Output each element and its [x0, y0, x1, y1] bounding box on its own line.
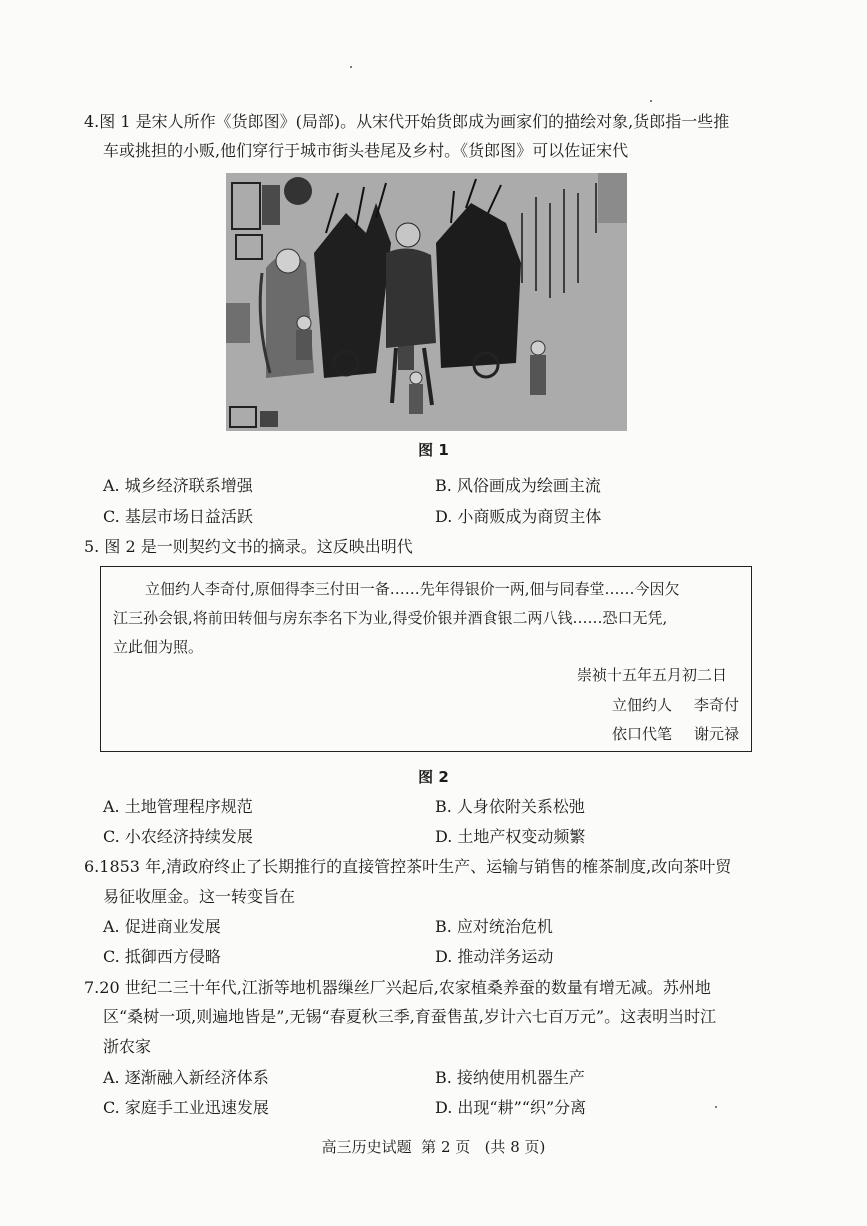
- contract-box: [100, 566, 752, 752]
- q7-option-c: C. 家庭手工业迅速发展: [103, 1098, 269, 1117]
- q7-stem-line3: 浙农家: [103, 1037, 152, 1056]
- contract-line2: 江三孙会银,将前田转佃与房东李名下为业,得受价银并酒食银二两八钱……恐口无凭,: [113, 609, 668, 627]
- q7-option-b: B. 接纳使用机器生产: [435, 1068, 585, 1087]
- q4-option-a: A. 城乡经济联系增强: [103, 476, 253, 495]
- figure1-caption: 图 1: [418, 441, 449, 459]
- q4-option-c: C. 基层市场日益活跃: [103, 507, 253, 526]
- q7-option-d: D. 出现“耕”“织”分离: [435, 1098, 587, 1117]
- q6-stem-line1: 6.1853 年,清政府终止了长期推行的直接管控茶叶生产、运输与销售的榷茶制度,改向茶叶贸: [84, 857, 732, 876]
- footer-subject: 高三历史试题: [321, 1138, 412, 1156]
- q4-stem-line2: 车或挑担的小贩,他们穿行于城市街头巷尾及乡村。《货郎图》可以佐证宋代: [103, 141, 629, 160]
- figure2-caption: 图 2: [418, 768, 449, 786]
- contract-sign2-name: 谢元禄: [694, 725, 740, 743]
- q6-option-a: A. 促进商业发展: [103, 917, 221, 936]
- contract-sign2-label: 依口代笔: [612, 725, 673, 743]
- q4-option-b: B. 风俗画成为绘画主流: [435, 476, 601, 495]
- page-footer: [0, 1136, 867, 1157]
- footer-total: (共 8 页): [484, 1138, 546, 1156]
- contract-line1: 立佃约人李奇付,原佃得李三付田一备……先年得银价一两,佃与同春堂……今因欠: [145, 580, 680, 598]
- q6-option-b: B. 应对统治危机: [435, 917, 553, 936]
- contract-date: 崇祯十五年五月初二日: [577, 666, 728, 684]
- figure1-painting: [226, 173, 627, 431]
- painting-image: [226, 173, 627, 431]
- q6-stem-line2: 易征收厘金。这一转变旨在: [103, 887, 296, 906]
- contract-sign1-name: 李奇付: [694, 696, 740, 714]
- scan-speck: [650, 100, 652, 102]
- scan-speck: [350, 66, 352, 68]
- q5-option-a: A. 土地管理程序规范: [103, 797, 253, 816]
- q5-option-c: C. 小农经济持续发展: [103, 827, 253, 846]
- q7-stem-line2: 区“桑树一项,则遍地皆是”,无锡“春夏秋三季,育蚕售茧,岁计六七百万元”。这表明当时江: [103, 1007, 717, 1026]
- q6-option-d: D. 推动洋务运动: [435, 947, 554, 966]
- q5-option-d: D. 土地产权变动频繁: [435, 827, 586, 846]
- q7-stem-line1: 7.20 世纪二三十年代,江浙等地机器缫丝厂兴起后,农家植桑养蚕的数量有增无减。苏州地: [84, 978, 711, 997]
- q4-option-d: D. 小商贩成为商贸主体: [435, 507, 602, 526]
- q5-option-b: B. 人身依附关系松弛: [435, 797, 585, 816]
- q5-stem: 5. 图 2 是一则契约文书的摘录。这反映出明代: [84, 537, 413, 556]
- contract-line3: 立此佃为照。: [113, 638, 204, 656]
- q4-stem-line1: 4.图 1 是宋人所作《货郎图》(局部)。从宋代开始货郎成为画家们的描绘对象,货郎指一些推: [84, 112, 730, 131]
- scan-speck: [715, 1106, 717, 1108]
- q6-option-c: C. 抵御西方侵略: [103, 947, 221, 966]
- footer-page: 第 2 页: [421, 1138, 471, 1156]
- contract-sign1-label: 立佃约人: [612, 696, 673, 714]
- q7-option-a: A. 逐渐融入新经济体系: [103, 1068, 269, 1087]
